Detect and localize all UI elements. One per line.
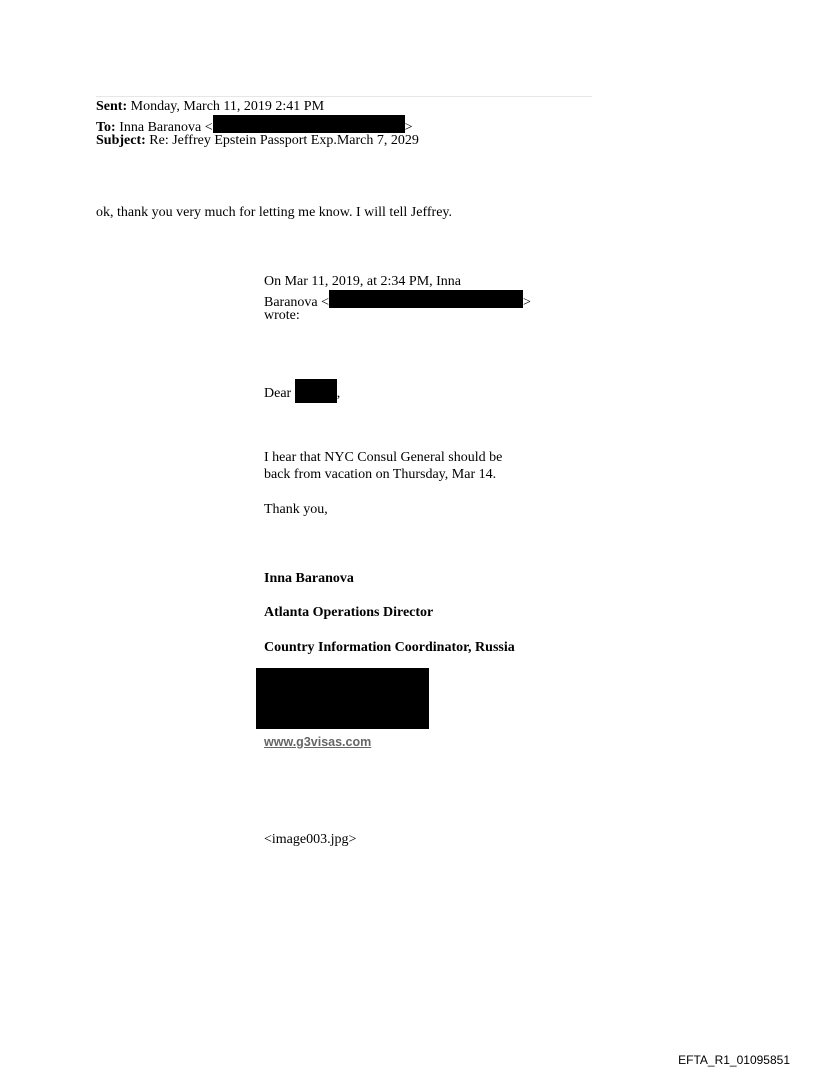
signature-title-2: Country Information Coordinator, Russia [264,640,515,655]
reply-text: ok, thank you very much for letting me know. I will tell Jeffrey. [96,205,453,220]
sent-line [96,98,324,115]
quote-attribution-prefix: Baranova < [264,295,330,310]
subject-line [96,132,419,149]
redaction-box [329,290,523,308]
greeting-comma: , [336,386,341,401]
message-line-1: I hear that NYC Consul General should be [264,450,503,465]
redaction-box [213,115,405,133]
redacted-logo-block [256,668,429,729]
quote-attribution-3: wrote: [264,308,300,323]
website-link[interactable]: www.g3visas.com [264,735,372,749]
sent-label: Sent: [96,99,128,114]
subject-value: Re: Jeffrey Epstein Passport Exp.March 7, 2029 [149,133,419,148]
to-close: > [404,120,413,135]
quote-attribution-suffix: > [523,295,531,310]
to-label: To: [96,120,116,135]
closing: Thank you, [264,502,328,517]
quote-attribution-2 [264,290,531,311]
signature-title-1: Atlanta Operations Director [264,605,434,620]
redaction-box [295,379,337,403]
message-line-2: back from vacation on Thursday, Mar 14. [264,467,497,482]
greeting-word: Dear [264,386,292,401]
header-divider [96,96,592,97]
subject-label: Subject: [96,133,146,148]
to-name: Inna Baranova < [119,120,213,135]
attachment-placeholder: <image003.jpg> [264,832,357,847]
sent-value: Monday, March 11, 2019 2:41 PM [130,99,325,114]
document-id: EFTA_R1_01095851 [678,1053,790,1067]
quote-attribution-1: On Mar 11, 2019, at 2:34 PM, Inna [264,274,462,289]
greeting [264,379,340,403]
signature-name: Inna Baranova [264,571,354,586]
